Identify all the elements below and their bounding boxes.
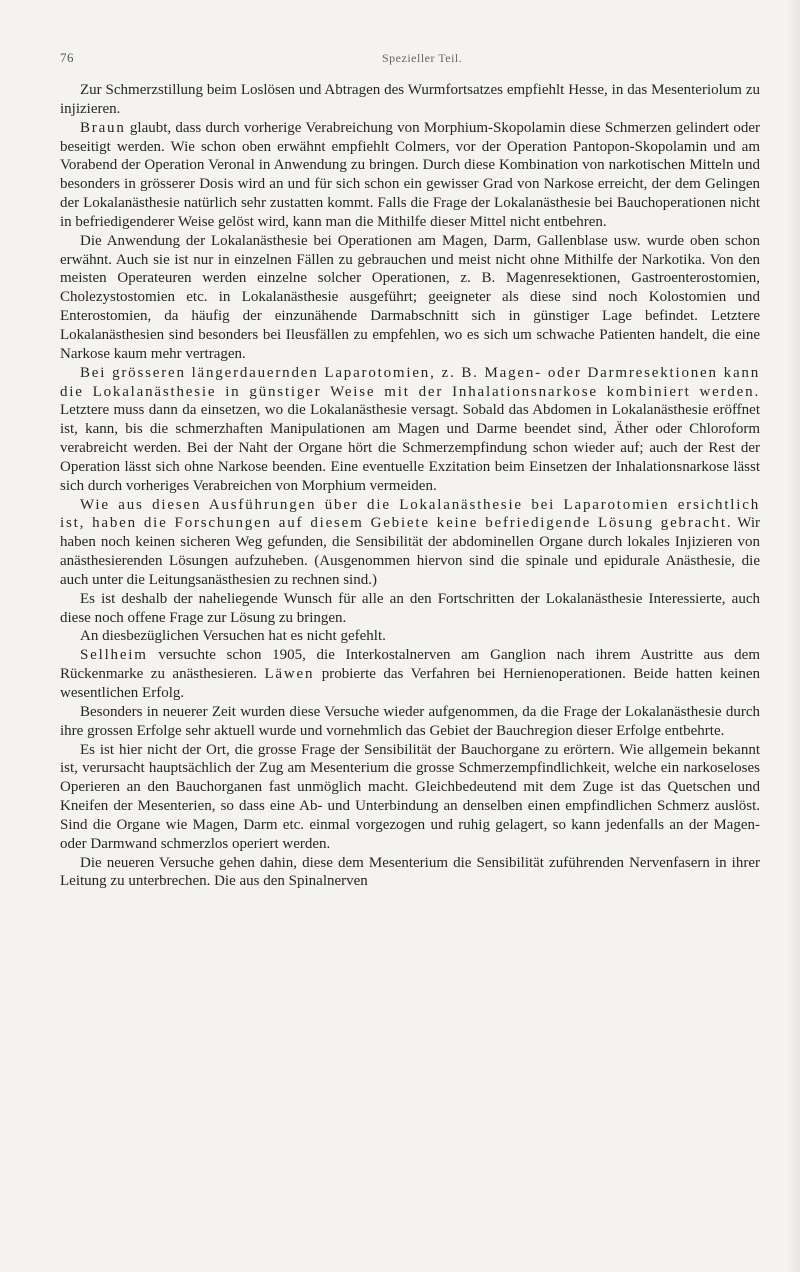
paragraph xyxy=(60,232,760,364)
page-edge-shadow xyxy=(786,0,800,1272)
spaced-text: Wie aus diesen Ausführungen über die Lokalanästhesie bei Laparotomien ersichtlich ist, haben die Forschungen auf diesem Gebiete keine befriedigende Lösung gebracht. xyxy=(60,496,760,532)
paragraph xyxy=(60,741,760,854)
spaced-text: Bei grösseren längerdauernden Laparotomien, z. B. Magen- oder Darmresektionen kann die Lokalanästhesie in günstiger Weise mit der Inhalationsnarkose kombiniert werden. xyxy=(60,364,760,400)
running-head xyxy=(60,50,760,70)
text-run: Letztere muss dann da einsetzen, wo die Lokalanästhesie versagt. Sobald das Abdomen in Lokalanästhesie eröffnet ist, kann, bis die schmerzhaften Manipulationen am Magen und Darme beendet sind, Äther oder Chloroform verabreicht werden. Bei der Naht der Organe hört die Schmerzempfindung schon wieder auf; auch der Rest der Operation lässt sich ohne Narkose beenden. Eine eventuelle Exzitation beim Einsetzen der Inhalationsnarkose lässt sich durch vorheriges Verabreichen von Morphium vermeiden. xyxy=(60,402,760,494)
paragraph xyxy=(60,703,760,741)
paragraph xyxy=(60,854,760,892)
paragraph xyxy=(60,496,760,590)
running-title: Spezieller Teil. xyxy=(382,51,463,65)
text-run: versuchte schon 1905, die Interkostalnerven am Ganglion nach ihrem Austritte aus dem Rückenmarke zu anästhesieren. xyxy=(60,647,760,683)
spaced-text: Sellheim xyxy=(80,647,148,664)
text-run: probierte das Verfahren bei Hernienoperationen. Beide hatten keinen wesentlichen Erfolg. xyxy=(60,666,760,701)
spaced-text: Läwen xyxy=(264,666,315,683)
text-run: glaubt, dass durch vorherige Verabreichung von Morphium-Skopolamin diese Schmerzen gelindert oder beseitigt werden. Wie schon oben erwähnt empfiehlt Colmers, vor der Operation Pantopon-Skopolamin und am Vorabend der Operation Veronal in Anwendung zu bringen. Durch diese Kombination von narkotischen Mitteln und besonders in grösserer Dosis wird an und für sich schon ein gewisser Grad von Narkose erreicht, der dem Gelingen der Lokalanästhesie natürlich sehr zustatten kommt. Falls die Frage der Lokalanästhesie bei Bauchoperationen nicht in befriedigenderer Weise gelöst wird, kann man die Mithilfe dieser Mittel nicht entbehren. xyxy=(60,119,760,230)
text-run: Die neueren Versuche gehen dahin, diese dem Mesenterium die Sensibilität zuführenden Nervenfasern in ihrer Leitung zu unterbrechen. Die aus den Spinalnerven xyxy=(60,854,760,890)
paragraph xyxy=(60,81,760,119)
spaced-text: Braun xyxy=(80,119,126,136)
text-run: Besonders in neuerer Zeit wurden diese Versuche wieder aufgenommen, da die Frage der Lokalanästhesie durch ihre grossen Erfolge sehr aktuell wurde und vornehmlich das Gebiet der Bauchregion dieser Erfolge entbehrte. xyxy=(60,703,760,739)
body-text xyxy=(60,81,760,891)
page-number: 76 xyxy=(60,50,74,65)
text-run: Es ist hier nicht der Ort, die grosse Frage der Sensibilität der Bauchorgane zu erörtern. Wie allgemein bekannt ist, verursacht hauptsächlich der Zug am Mesenterium die grosse Schmerzempfindlichkeit, welche ein narkoseloses Operieren an den Bauchorganen fast unmöglich macht. Gleichbedeutend mit dem Zuge ist das Quetschen und Kneifen der Mesenterien, so dass eine Ab- und Unterbindung an denselben einen empfindlichen Schmerz auslöst. Sind die Organe wie Magen, Darm etc. einmal vorgezogen und ruhig gelagert, so kann jedenfalls an der Magen- oder Darmwand schmerzlos operiert werden. xyxy=(60,741,760,852)
text-run: Wir haben noch keinen sicheren Weg gefunden, die Sensibilität der abdominellen Organe durch lokales Injizieren von anästhesierenden Lösungen aufzuheben. (Ausgenommen hiervon sind die spinale und epidurale Anästhesie, die auch unter die Leitungsanästhesien zu rechnen sind.) xyxy=(60,515,761,588)
paragraph xyxy=(60,364,760,496)
text-run: Zur Schmerzstillung beim Loslösen und Abtragen des Wurmfortsatzes empfiehlt Hesse, in das Mesenteriolum zu injizieren. xyxy=(60,82,760,117)
paragraph xyxy=(60,590,760,628)
paragraph xyxy=(60,627,760,646)
text-run: Es ist deshalb der naheliegende Wunsch für alle an den Fortschritten der Lokalanästhesie Interessierte, auch diese noch offene Frage zur Lösung zu bringen. xyxy=(60,590,760,626)
text-run: An diesbezüglichen Versuchen hat es nicht gefehlt. xyxy=(80,628,386,645)
text-run: Die Anwendung der Lokalanästhesie bei Operationen am Magen, Darm, Gallenblase usw. wurde oben schon erwähnt. Auch sie ist nur in einzelnen Fällen zu gebrauchen und meist nicht ohne Mithilfe der Narkotika. Von den meisten Operateuren werden einzelne solcher Operationen, z. B. Magenresektionen, Gastroenterostomien, Cholezystostomien etc. in Lokalanästhesie ausgeführt; geeigneter als diese sind noch Kolostomien und Enterostomien, da häufig der einzunähende Darmabschnitt sich in günstiger Lage befindet. Letztere Lokalanästhesien sind besonders bei Ileusfällen zu empfehlen, wo es sich um schwache Patienten handelt, die eine Narkose kaum mehr vertragen. xyxy=(60,232,760,362)
paragraph xyxy=(60,646,760,703)
paragraph xyxy=(60,119,760,232)
